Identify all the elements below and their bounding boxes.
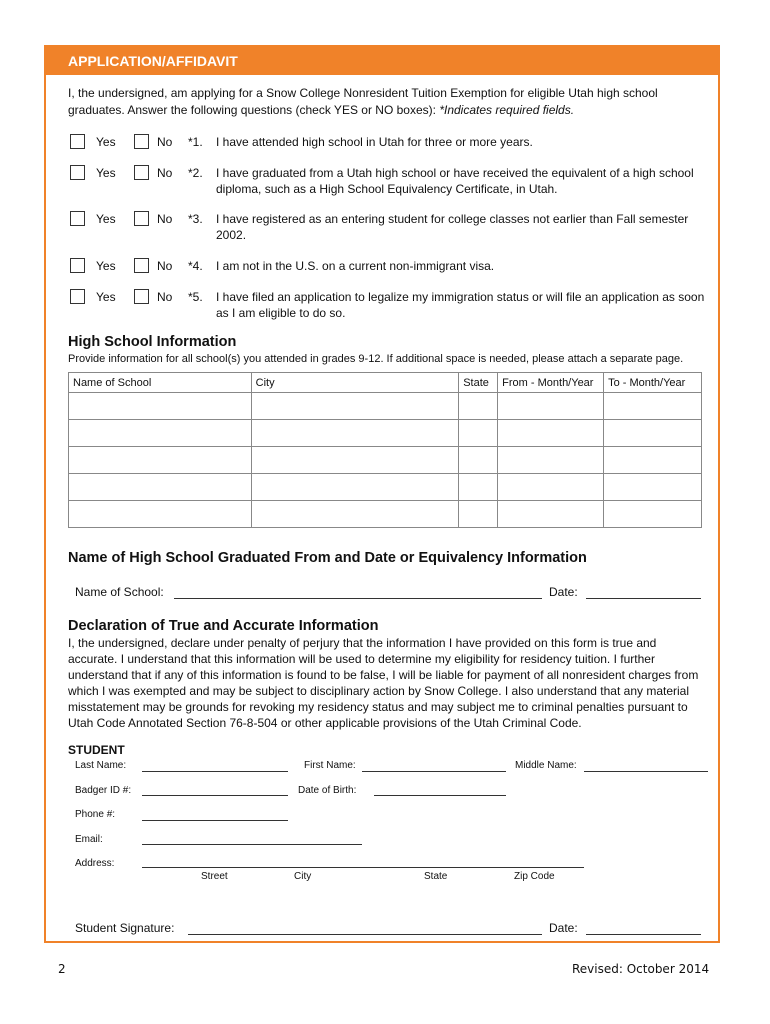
yes-label: Yes bbox=[96, 166, 116, 180]
table-row bbox=[69, 501, 702, 528]
last-name-label: Last Name: bbox=[75, 760, 127, 771]
table-cell[interactable] bbox=[459, 474, 498, 501]
signature-field[interactable] bbox=[188, 934, 542, 935]
table-cell[interactable] bbox=[498, 474, 604, 501]
grad-date-label: Date: bbox=[549, 585, 578, 599]
phone-field[interactable] bbox=[142, 820, 288, 821]
col-state: State bbox=[459, 373, 498, 393]
q3-no-checkbox[interactable] bbox=[134, 211, 149, 226]
no-label: No bbox=[157, 259, 173, 273]
address-field[interactable] bbox=[142, 867, 584, 868]
question-number: *1. bbox=[188, 135, 203, 149]
col-to: To - Month/Year bbox=[604, 373, 702, 393]
last-name-field[interactable] bbox=[142, 771, 288, 772]
table-cell[interactable] bbox=[604, 393, 702, 420]
table-cell[interactable] bbox=[604, 501, 702, 528]
table-cell[interactable] bbox=[69, 420, 252, 447]
table-cell[interactable] bbox=[69, 447, 252, 474]
table-cell[interactable] bbox=[459, 393, 498, 420]
address-state-label: State bbox=[424, 871, 448, 882]
col-from: From - Month/Year bbox=[498, 373, 604, 393]
q2-no-checkbox[interactable] bbox=[134, 165, 149, 180]
table-cell[interactable] bbox=[459, 447, 498, 474]
table-cell[interactable] bbox=[604, 420, 702, 447]
student-title: STUDENT bbox=[68, 743, 125, 757]
table-cell[interactable] bbox=[69, 393, 252, 420]
middle-name-label: Middle Name: bbox=[515, 760, 577, 771]
no-label: No bbox=[157, 212, 173, 226]
question-text: I have graduated from a Utah high school or have received the equivalent of a high school diploma, such as a High School Equivalency Certificate, in Utah. bbox=[216, 166, 694, 196]
address-label: Address: bbox=[75, 858, 115, 869]
q5-no-checkbox[interactable] bbox=[134, 289, 149, 304]
form-header: APPLICATION/AFFIDAVIT bbox=[46, 47, 718, 75]
intro-required-note: *Indicates required fields. bbox=[439, 103, 575, 117]
high-school-subtitle: Provide information for all school(s) you attended in grades 9-12. If additional space is needed, please attach a separate page. bbox=[68, 353, 684, 365]
graduated-title: Name of High School Graduated From and Date or Equivalency Information bbox=[68, 550, 587, 566]
yes-label: Yes bbox=[96, 290, 116, 304]
table-row bbox=[69, 447, 702, 474]
table-header-row bbox=[69, 373, 702, 393]
question-text: I am not in the U.S. on a current non-immigrant visa. bbox=[216, 259, 495, 273]
application-form bbox=[44, 45, 720, 943]
table-cell[interactable] bbox=[604, 447, 702, 474]
yes-label: Yes bbox=[96, 259, 116, 273]
q5-yes-checkbox[interactable] bbox=[70, 289, 85, 304]
dob-label: Date of Birth: bbox=[298, 785, 357, 796]
q2-yes-checkbox[interactable] bbox=[70, 165, 85, 180]
table-cell[interactable] bbox=[251, 501, 459, 528]
table-cell[interactable] bbox=[498, 420, 604, 447]
email-field[interactable] bbox=[142, 844, 362, 845]
signature-date-label: Date: bbox=[549, 921, 578, 935]
q1-no-checkbox[interactable] bbox=[134, 134, 149, 149]
question-number: *3. bbox=[188, 212, 203, 226]
grad-date-field[interactable] bbox=[586, 598, 701, 599]
table-row bbox=[69, 420, 702, 447]
question-text: I have filed an application to legalize my immigration status or will file an application as soon as I am eligible to do so. bbox=[216, 290, 705, 320]
email-label: Email: bbox=[75, 834, 103, 845]
no-label: No bbox=[157, 135, 173, 149]
col-name-of-school: Name of School bbox=[69, 373, 252, 393]
question-text: I have registered as an entering student for college classes not earlier than Fall semester 2002. bbox=[216, 212, 689, 242]
q3-yes-checkbox[interactable] bbox=[70, 211, 85, 226]
revised-date: Revised: October 2014 bbox=[572, 962, 710, 976]
question-text: I have attended high school in Utah for three or more years. bbox=[216, 135, 533, 149]
grad-school-field[interactable] bbox=[174, 598, 542, 599]
table-cell[interactable] bbox=[69, 474, 252, 501]
table-cell[interactable] bbox=[604, 474, 702, 501]
table-cell[interactable] bbox=[498, 501, 604, 528]
page-number: 2 bbox=[58, 962, 66, 976]
yes-label: Yes bbox=[96, 212, 116, 226]
first-name-field[interactable] bbox=[362, 771, 506, 772]
table-cell[interactable] bbox=[459, 501, 498, 528]
table-row bbox=[69, 474, 702, 501]
table-cell[interactable] bbox=[459, 420, 498, 447]
declaration-title: Declaration of True and Accurate Information bbox=[68, 618, 379, 634]
question-number: *2. bbox=[188, 166, 203, 180]
address-city-label: City bbox=[294, 871, 312, 882]
intro-main: I, the undersigned, am applying for a Snow College Nonresident Tuition Exemption for eligible Utah high school graduates. Answer the following questions (check YES or NO boxes): bbox=[68, 86, 658, 117]
address-zip-label: Zip Code bbox=[514, 871, 555, 882]
table-cell[interactable] bbox=[498, 393, 604, 420]
table-cell[interactable] bbox=[69, 501, 252, 528]
question-number: *5. bbox=[188, 290, 203, 304]
table-cell[interactable] bbox=[251, 393, 459, 420]
no-label: No bbox=[157, 166, 173, 180]
table-cell[interactable] bbox=[251, 447, 459, 474]
grad-school-label: Name of School: bbox=[75, 585, 164, 599]
badger-id-label: Badger ID #: bbox=[75, 785, 132, 796]
address-street-label: Street bbox=[201, 871, 228, 882]
q4-no-checkbox[interactable] bbox=[134, 258, 149, 273]
first-name-label: First Name: bbox=[304, 760, 356, 771]
table-cell[interactable] bbox=[251, 474, 459, 501]
q4-yes-checkbox[interactable] bbox=[70, 258, 85, 273]
badger-id-field[interactable] bbox=[142, 795, 288, 796]
question-number: *4. bbox=[188, 259, 203, 273]
signature-label: Student Signature: bbox=[75, 921, 175, 935]
q1-yes-checkbox[interactable] bbox=[70, 134, 85, 149]
col-city: City bbox=[251, 373, 459, 393]
phone-label: Phone #: bbox=[75, 809, 116, 820]
dob-field[interactable] bbox=[374, 795, 506, 796]
no-label: No bbox=[157, 290, 173, 304]
table-cell[interactable] bbox=[498, 447, 604, 474]
high-school-title: High School Information bbox=[68, 334, 237, 350]
declaration-text: I, the undersigned, declare under penalty of perjury that the information I have provided on this form is true and accurate. I understand that this information will be used to determine my eligibility for residency tuition. I further understand that if any of this information is found to be false, I will be liable for payment of all nonresident charges from which I was exempted and may be subject to disciplinary action by Snow College. I also understand that any material misstatement may be grounds for revoking my residency status and may subject me to criminal penalties pursuant to Utah Code Annotated Section 76-8-504 or other applicable provisions of the Utah Criminal Code. bbox=[68, 636, 699, 730]
table-cell[interactable] bbox=[251, 420, 459, 447]
middle-name-field[interactable] bbox=[584, 771, 708, 772]
high-school-table bbox=[68, 372, 702, 528]
intro-text bbox=[68, 85, 688, 119]
signature-date-field[interactable] bbox=[586, 934, 701, 935]
yes-label: Yes bbox=[96, 135, 116, 149]
table-row bbox=[69, 393, 702, 420]
